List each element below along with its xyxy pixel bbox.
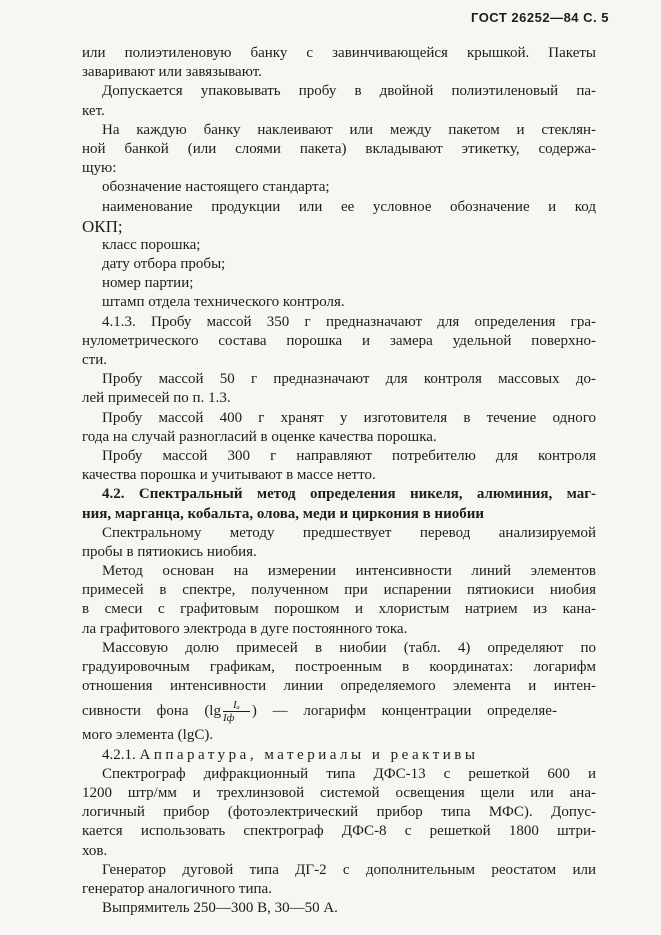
text-line: Выпрямитель 250—300 В, 30—50 А. bbox=[102, 900, 338, 917]
text-line: отношения интенсивности линии определяемого элемента и интен- bbox=[82, 678, 596, 695]
clause-4-1-3-line: 4.1.3. Пробу массой 350 г предназначают для определения гра- bbox=[102, 313, 596, 330]
text-line: Пробу массой 400 г хранят у изготовителя в течение одного bbox=[102, 409, 596, 426]
text-line: кет. bbox=[82, 102, 105, 119]
subsection-number: 4.2.1. bbox=[102, 746, 140, 763]
text-line: пробы в пятиокись ниобия. bbox=[82, 543, 257, 560]
text-line: ОКП; bbox=[82, 216, 123, 236]
text-line: ла графитового электрода в дуге постоянного тока. bbox=[82, 620, 408, 637]
text-line: Допускается упаковывать пробу в двойной полиэтиленовый па- bbox=[102, 83, 596, 100]
text-line: На каждую банку наклеивают или между пакетом и стеклян- bbox=[102, 121, 596, 138]
text-line: градуировочным графикам, построенным в координатах: логарифм bbox=[82, 659, 596, 675]
text-line: Пробу массой 50 г предназначают для контроля массовых до- bbox=[102, 371, 596, 388]
list-item: дату отбора пробы; bbox=[102, 256, 226, 273]
section-heading-4-2: 4.2. Спектральный метод определения никеля, алюминия, маг- bbox=[102, 486, 596, 503]
text-line: примесей в спектре, полученном при испарении пятиокиси ниобия bbox=[82, 582, 596, 599]
text-line: или полиэтиленовую банку с завинчивающейся крышкой. Пакеты bbox=[82, 45, 596, 61]
formula-prefix: сивности фона (lg bbox=[82, 703, 221, 720]
text-line: года на случай разногласий в оценке качества порошка. bbox=[82, 428, 437, 445]
text-line: Пробу массой 300 г направляют потребителю для контроля bbox=[102, 447, 596, 464]
text-line: в смеси с графитовым порошком и хлористым натрием из кана- bbox=[82, 601, 596, 618]
text-line: мого элемента (lgC). bbox=[82, 727, 214, 744]
list-item: обозначение настоящего стандарта; bbox=[102, 179, 330, 196]
formula-line bbox=[82, 696, 596, 726]
text-line: заваривают или завязывают. bbox=[82, 64, 262, 81]
text-line: сти. bbox=[82, 352, 107, 368]
text-line: лей примесей по п. 1.3. bbox=[82, 390, 231, 407]
text-line: ной банкой (или слоями пакета) вкладывают этикетку, содержа- bbox=[82, 140, 596, 157]
formula-suffix: ) — логарифм концентрации определяе- bbox=[251, 703, 557, 720]
list-item: наименование продукции или ее условное обозначение и код bbox=[102, 198, 596, 215]
text-line: качества порошка и учитывают в массе нетто. bbox=[82, 467, 376, 484]
fraction-numerator: Iₐ bbox=[223, 699, 250, 712]
fraction-denominator: Iф bbox=[222, 712, 235, 725]
subsection-heading-4-2-1 bbox=[82, 746, 596, 765]
list-item: номер партии; bbox=[102, 275, 194, 292]
page-header: ГОСТ 26252—84 С. 5 bbox=[471, 10, 609, 25]
subsection-title: Аппаратура, материалы и реактивы bbox=[139, 746, 479, 763]
text-line: нулометрического состава порошка и замера удельной поверхно- bbox=[82, 332, 596, 349]
text-line: хов. bbox=[82, 842, 108, 859]
text-line: Спектральному методу предшествует перевод анализируемой bbox=[102, 524, 596, 541]
list-item: класс порошка; bbox=[102, 236, 201, 253]
text-line: кается использовать спектрограф ДФС-8 с решеткой 1800 штри- bbox=[82, 823, 596, 840]
text-line: 1200 штр/мм и трехлинзовой системой освещения щели или ана- bbox=[82, 784, 596, 801]
text-line: Массовую долю примесей в ниобии (табл. 4) определяют по bbox=[102, 639, 596, 656]
intensity-ratio-fraction bbox=[223, 699, 250, 724]
text-line: Генератор дуговой типа ДГ-2 с дополнительным реостатом или bbox=[102, 861, 596, 878]
section-heading-4-2-cont: ния, марганца, кобальта, олова, меди и циркония в ниобии bbox=[82, 505, 484, 522]
document-body bbox=[82, 44, 596, 918]
text-line: логичный прибор (фотоэлектрический прибор типа МФС). Допус- bbox=[82, 804, 596, 821]
text-line: генератор аналогичного типа. bbox=[82, 880, 272, 897]
list-item: штамп отдела технического контроля. bbox=[102, 294, 345, 311]
text-line: Спектрограф дифракционный типа ДФС-13 с решеткой 600 и bbox=[102, 765, 596, 782]
text-line: Метод основан на измерении интенсивности линий элементов bbox=[102, 563, 596, 580]
text-line: щую: bbox=[82, 160, 117, 177]
